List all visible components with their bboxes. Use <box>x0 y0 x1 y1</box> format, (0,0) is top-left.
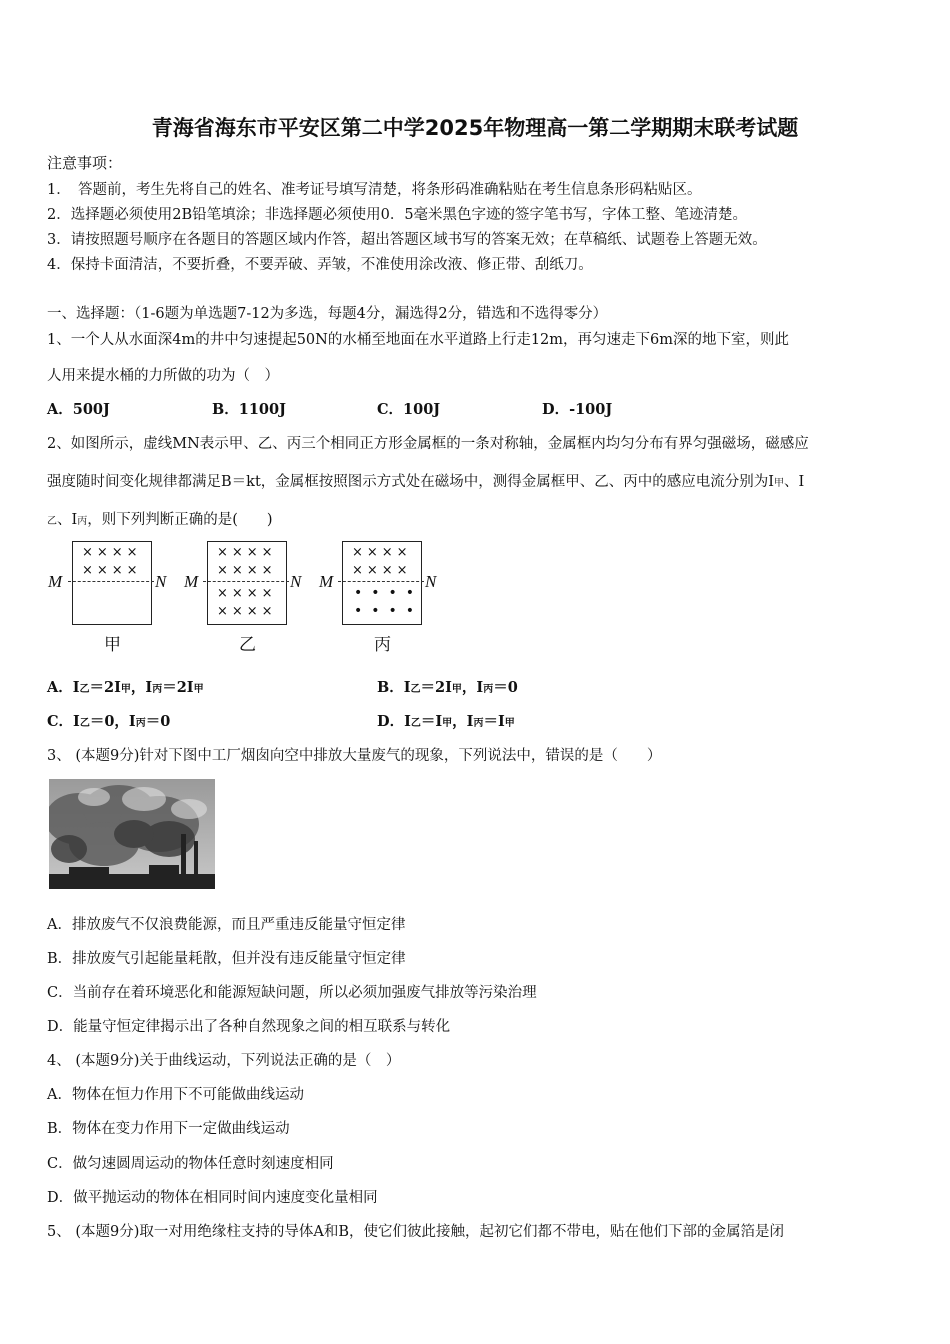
caption-bing: 丙 <box>374 635 391 655</box>
section-heading: 一、选择题：（1-6题为单选题7-12为多选，每题4分，漏选得2分，错选和不选得零分） <box>47 306 608 322</box>
notice-heading: 注意事项： <box>47 154 123 172</box>
subscript: 乙 <box>79 684 90 695</box>
option-a: A．物体在恒力作用下不可能做曲线运动 <box>47 1087 304 1103</box>
option-c: C．当前存在着环境恶化和能源短缺问题，所以必须加强废气排放等污染治理 <box>47 985 537 1001</box>
subscript: 甲 <box>193 684 204 695</box>
option-b <box>377 676 518 697</box>
question-1-stem: 1、一个人从水面深4m的井中匀速提起50N的水桶至地面在水平道路上行走12m，再匀速走下6m深的地下室，则此 <box>47 332 790 348</box>
notice-item: 2．选择题必须使用2B铅笔填涂；非选择题必须使用0．5毫米黑色字迹的签字笔书写，字体工整、笔迹清楚。 <box>47 207 748 223</box>
field-dot-row: •••• <box>354 603 424 619</box>
factory-smoke-photo <box>49 779 215 889</box>
opt-text: ＝0 <box>493 679 518 696</box>
axis-line <box>203 581 289 582</box>
label-m: M <box>184 572 199 591</box>
field-cross-row: ×××× <box>82 545 142 560</box>
subscript: 乙 <box>47 516 57 527</box>
subscript: 丙 <box>483 684 494 695</box>
stem-text: 强度随时间变化规律都满足B＝kt，金属框按照图示方式处在磁场中，测得金属框甲、乙、丙中的感应电流分别为I <box>47 474 774 490</box>
field-cross-row: ×××× <box>352 545 412 560</box>
subscript: 丙 <box>473 718 484 729</box>
opt-text: ＝I <box>483 713 505 730</box>
opt-text: ，I <box>130 679 153 696</box>
question-2-stem: 2、如图所示，虚线MN表示甲、乙、丙三个相同正方形金属框的一条对称轴，金属框内均匀分布有界匀强磁场，磁感应 <box>47 436 809 452</box>
stem-text: 、I <box>784 474 805 490</box>
opt-text: C．I <box>47 713 80 730</box>
page-title: 青海省海东市平安区第二中学2025年物理高一第二学期期末联考试题 <box>151 116 799 140</box>
option-c: C．100J <box>377 401 441 418</box>
option-a: A．500J <box>47 401 110 418</box>
question-1-stem-cont: 人用来提水桶的力所做的功为（ ） <box>47 368 279 384</box>
question-5-stem: 5、 (本题9分)取一对用绝缘柱支持的导体A和B，使它们彼此接触，起初它们都不带电，贴在他们下部的金属箔是闭 <box>47 1224 784 1240</box>
opt-text: ＝2I <box>89 679 121 696</box>
label-m: M <box>48 572 63 591</box>
subscript: 丙 <box>135 718 146 729</box>
axis-line <box>338 581 424 582</box>
field-cross-row: ×××× <box>352 563 412 578</box>
label-n: N <box>290 572 302 591</box>
opt-text: A．I <box>47 679 80 696</box>
option-d: D．能量守恒定律揭示出了各种自然现象之间的相互联系与转化 <box>47 1019 451 1035</box>
label-n: N <box>155 572 167 591</box>
opt-text: ＝0 <box>145 713 171 730</box>
question-3-stem: 3、 (本题9分)针对下图中工厂烟囱向空中排放大量废气的现象，下列说法中，错误的是（ ） <box>47 748 662 764</box>
field-cross-row: ×××× <box>217 586 277 601</box>
option-a <box>47 676 204 697</box>
notice-item: 3．请按照题号顺序在各题目的答题区域内作答，超出答题区域书写的答案无效；在草稿纸、试题卷上答题无效。 <box>47 232 767 248</box>
field-cross-row: ×××× <box>217 563 277 578</box>
stem-text: ，则下列判断正确的是( ) <box>87 512 273 528</box>
option-d <box>377 710 515 731</box>
stem-text: 、I <box>57 512 78 528</box>
field-cross-row: ×××× <box>217 604 277 619</box>
caption-jia: 甲 <box>104 635 121 655</box>
question-2-stem-cont2 <box>47 508 273 529</box>
subscript: 甲 <box>451 684 462 695</box>
opt-text: D．I <box>377 713 411 730</box>
option-c <box>47 710 170 731</box>
field-cross-row: ×××× <box>217 545 277 560</box>
caption-yi: 乙 <box>239 635 256 655</box>
label-n: N <box>425 572 437 591</box>
option-b: B．排放废气引起能量耗散，但并没有违反能量守恒定律 <box>47 951 406 967</box>
opt-text: ，I <box>461 679 484 696</box>
option-b: B．物体在变力作用下一定做曲线运动 <box>47 1121 290 1137</box>
subscript: 甲 <box>120 684 131 695</box>
opt-text: ＝2I <box>420 679 452 696</box>
subscript: 甲 <box>442 718 453 729</box>
subscript: 丙 <box>77 516 88 527</box>
question-2-stem-cont <box>47 470 804 491</box>
option-d: D．做平抛运动的物体在相同时间内速度变化量相同 <box>47 1190 378 1206</box>
option-c: C．做匀速圆周运动的物体任意时刻速度相同 <box>47 1156 334 1172</box>
subscript: 乙 <box>410 718 421 729</box>
notice-item: 4．保持卡面清洁，不要折叠，不要弄破、弄皱，不准使用涂改液、修正带、刮纸刀。 <box>47 257 593 273</box>
opt-text: ＝0，I <box>89 713 136 730</box>
subscript: 甲 <box>504 718 515 729</box>
question-4-stem: 4、 (本题9分)关于曲线运动，下列说法正确的是（ ） <box>47 1053 401 1069</box>
axis-line <box>68 581 154 582</box>
option-b: B．1100J <box>212 401 286 418</box>
notice-item: 1． 答题前，考生先将自己的姓名、准考证号填写清楚，将条形码准确粘贴在考生信息条形码粘贴区。 <box>47 182 702 198</box>
subscript: 乙 <box>410 684 421 695</box>
subscript: 乙 <box>79 718 90 729</box>
opt-text: ＝2I <box>162 679 194 696</box>
subscript: 甲 <box>774 478 784 489</box>
opt-text: ，I <box>452 713 474 730</box>
field-cross-row: ×××× <box>82 563 142 578</box>
opt-text: ＝I <box>420 713 443 730</box>
option-a: A．排放废气不仅浪费能源，而且严重违反能量守恒定律 <box>47 917 406 933</box>
field-dot-row: •••• <box>354 585 424 601</box>
opt-text: B．I <box>377 679 411 696</box>
label-m: M <box>319 572 334 591</box>
subscript: 丙 <box>152 684 163 695</box>
option-d: D．-100J <box>542 401 613 418</box>
